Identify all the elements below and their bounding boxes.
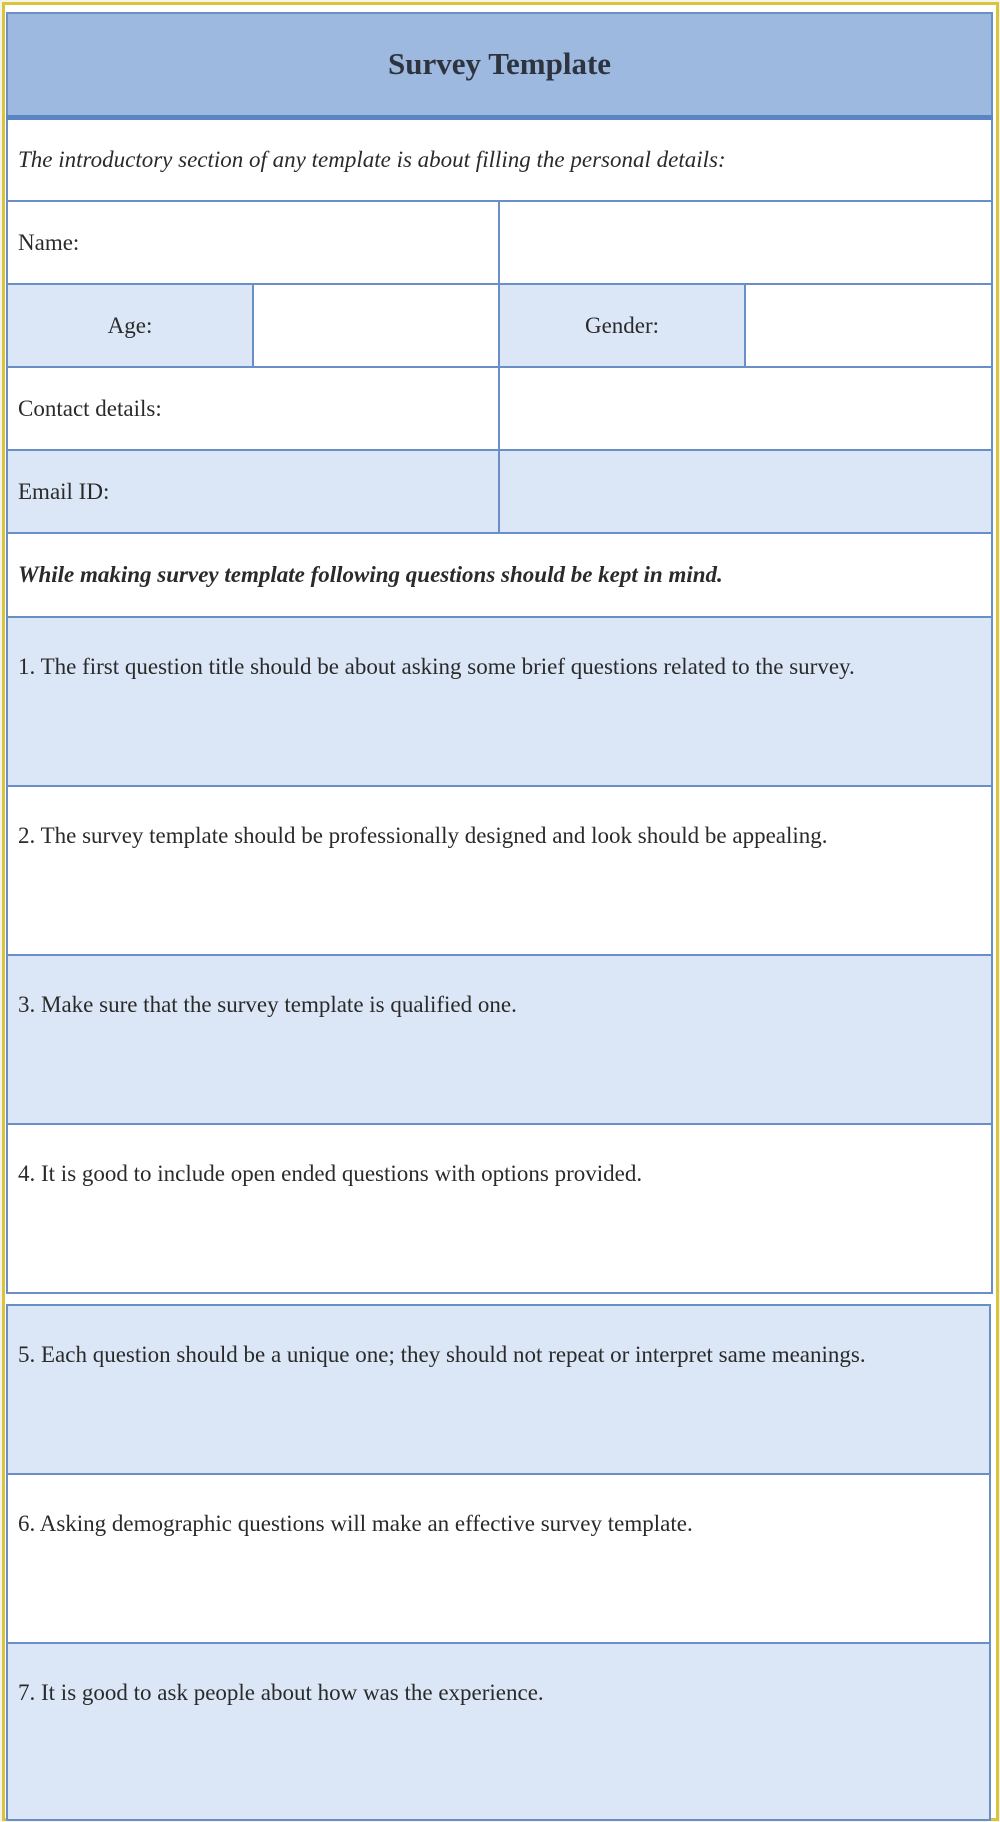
page-title: Survey Template [7, 13, 992, 117]
question-item: 2. The survey template should be professionally designed and look should be appealing. [7, 786, 992, 955]
age-field[interactable] [253, 284, 499, 367]
email-label: Email ID: [7, 450, 499, 533]
intro-text: The introductory section of any template is about filling the personal details: [7, 117, 992, 201]
question-item: 1. The first question title should be about asking some brief questions related to the survey. [7, 617, 992, 786]
age-label: Age: [7, 284, 253, 367]
question-item: 4. It is good to include open ended questions with options provided. [7, 1124, 992, 1293]
survey-form [6, 12, 991, 1821]
survey-table-bottom [6, 1304, 991, 1821]
question-item: 7. It is good to ask people about how was the experience. [7, 1643, 990, 1820]
email-field[interactable] [499, 450, 992, 533]
gender-field[interactable] [745, 284, 992, 367]
name-label: Name: [7, 201, 499, 284]
question-item: 5. Each question should be a unique one; they should not repeat or interpret same meanings. [7, 1305, 990, 1474]
question-item: 3. Make sure that the survey template is qualified one. [7, 955, 992, 1124]
guidance-heading: While making survey template following questions should be kept in mind. [7, 533, 992, 617]
contact-field[interactable] [499, 367, 992, 450]
contact-label: Contact details: [7, 367, 499, 450]
gender-label: Gender: [499, 284, 745, 367]
survey-table-top [6, 12, 993, 1294]
question-item: 6. Asking demographic questions will make an effective survey template. [7, 1474, 990, 1643]
name-field[interactable] [499, 201, 992, 284]
section-gap [6, 1294, 991, 1304]
